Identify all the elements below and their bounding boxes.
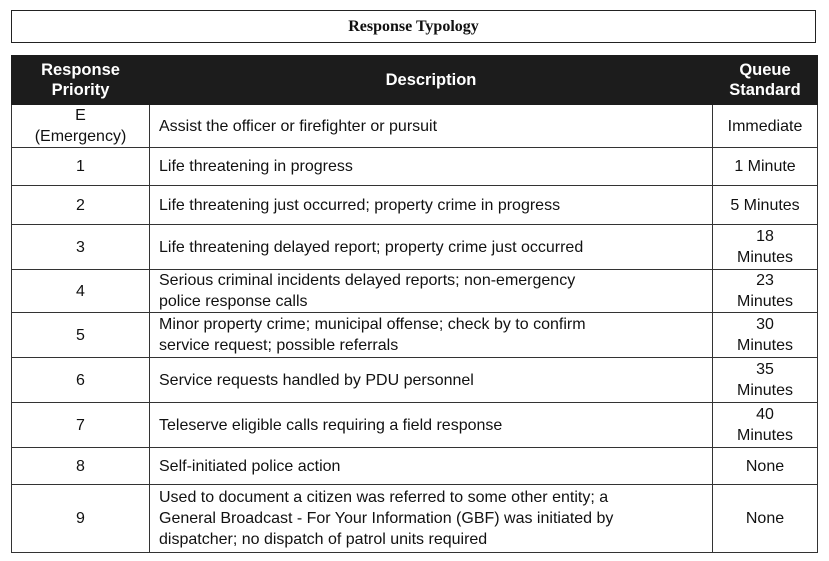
description-cell: Assist the officer or firefighter or pursuit [150,105,713,148]
priority-cell: 3 [12,225,150,270]
table-title: Response Typology [11,10,816,43]
queue-standard-cell: 40 Minutes [713,403,818,448]
priority-cell: 7 [12,403,150,448]
description-cell: Serious criminal incidents delayed reports; non-emergency police response calls [150,270,713,313]
priority-cell: 9 [12,485,150,553]
priority-cell: E (Emergency) [12,105,150,148]
table-row [12,485,818,553]
priority-cell: 4 [12,270,150,313]
table-row [12,358,818,403]
queue-standard-cell: None [713,448,818,485]
queue-standard-cell: 30 Minutes [713,313,818,358]
table-row [12,148,818,186]
queue-standard-cell: 5 Minutes [713,186,818,225]
header-description: Description [150,56,713,105]
table-row [12,186,818,225]
table-row [12,270,818,313]
description-cell: Teleserve eligible calls requiring a field response [150,403,713,448]
table-row [12,105,818,148]
priority-cell: 5 [12,313,150,358]
header-response-priority: Response Priority [12,56,150,105]
queue-standard-cell: 35 Minutes [713,358,818,403]
description-cell: Minor property crime; municipal offense; check by to confirm service request; possible referrals [150,313,713,358]
header-row [12,56,818,105]
description-cell: Service requests handled by PDU personnel [150,358,713,403]
description-cell: Self-initiated police action [150,448,713,485]
description-cell: Used to document a citizen was referred to some other entity; a General Broadcast - For Your Information (GBF) was initiated by dispatcher; no dispatch of patrol units required [150,485,713,553]
description-cell: Life threatening in progress [150,148,713,186]
table-row [12,448,818,485]
description-cell: Life threatening delayed report; property crime just occurred [150,225,713,270]
priority-cell: 8 [12,448,150,485]
priority-cell: 1 [12,148,150,186]
queue-standard-cell: 18 Minutes [713,225,818,270]
description-cell: Life threatening just occurred; property crime in progress [150,186,713,225]
priority-cell: 2 [12,186,150,225]
queue-standard-cell: 1 Minute [713,148,818,186]
priority-cell: 6 [12,358,150,403]
queue-standard-cell: 23 Minutes [713,270,818,313]
queue-standard-cell: Immediate [713,105,818,148]
queue-standard-cell: None [713,485,818,553]
table-row [12,403,818,448]
response-typology-table [11,55,818,553]
table-row [12,313,818,358]
header-queue-standard: Queue Standard [713,56,818,105]
table-row [12,225,818,270]
